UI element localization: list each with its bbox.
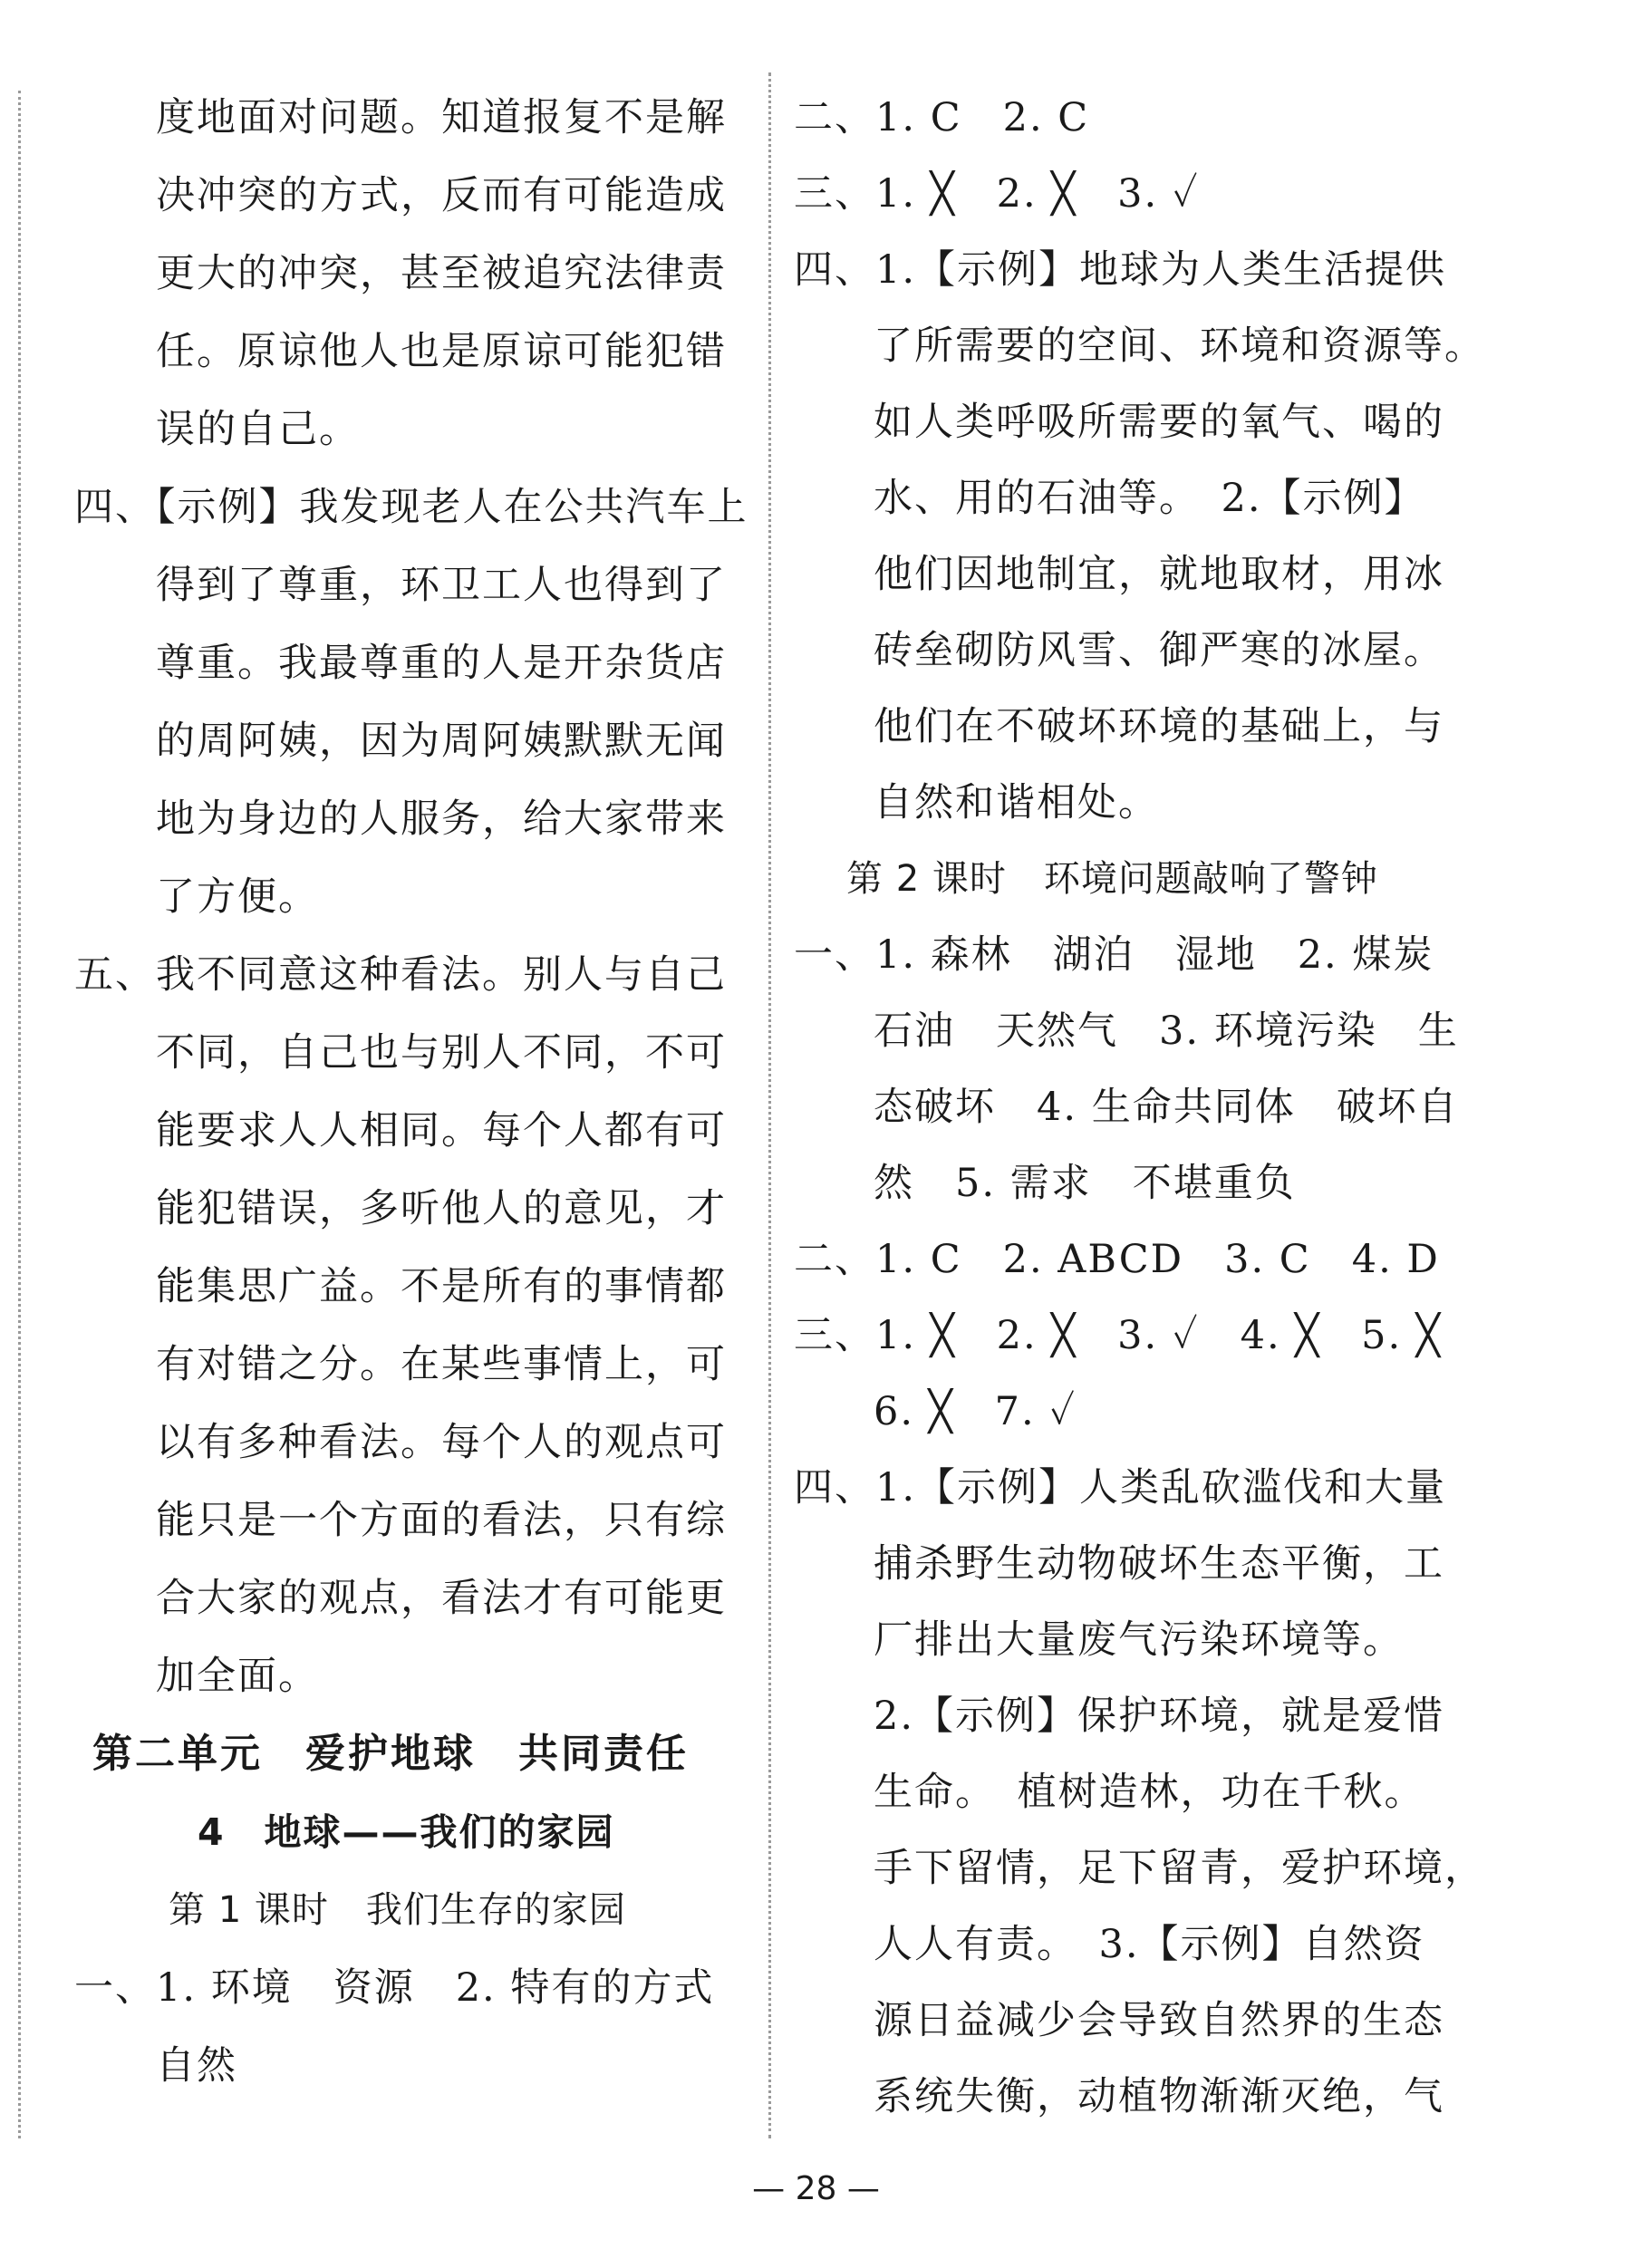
text-line: 以有多种看法。每个人的观点可 [156, 1420, 727, 1465]
text-line: 捕杀野生动物破坏生态平衡，工 [874, 1541, 1444, 1587]
text-line: 然 5. 需求 不堪重负 [874, 1161, 1296, 1206]
text-line: 加全面。 [156, 1654, 319, 1699]
answer-item-2: 二、1. C 2. ABCD 3. C 4. D [794, 1237, 1440, 1282]
text-line: 如人类呼吸所需要的氧气、喝的 [874, 400, 1444, 445]
text-line: 源日益减少会导致自然界的生态 [874, 1998, 1444, 2043]
text-line: 6. ╳ 7. ✓ [874, 1389, 1077, 1434]
text-line: 水、用的石油等。 2.【示例】 [874, 476, 1425, 521]
text-line: 能犯错误，多听他人的意见，才 [156, 1186, 727, 1231]
text-line: 自然 [156, 2043, 237, 2089]
text-line: 决冲突的方式，反而有可能造成 [156, 173, 727, 218]
text-line: 任。原谅他人也是原谅可能犯错 [156, 329, 727, 374]
text-line: 的周阿姨，因为周阿姨默默无闻 [156, 719, 727, 764]
text-line: 自然和谐相处。 [874, 780, 1159, 825]
left-dotted-border [18, 91, 21, 2138]
text-line: 度地面对问题。知道报复不是解 [156, 95, 727, 140]
answer-item-4: 四、1.【示例】地球为人类生活提供 [794, 247, 1447, 293]
text-line: 人人有责。 3.【示例】自然资 [874, 1922, 1425, 1967]
text-line: 他们因地制宜，就地取材，用冰 [874, 552, 1444, 597]
answer-item-4: 四、【示例】我发现老人在公共汽车上 [74, 485, 748, 530]
column-divider [768, 72, 771, 2138]
answer-item-1: 一、1. 森林 湖泊 湿地 2. 煤炭 [794, 932, 1434, 978]
text-line: 态破坏 4. 生命共同体 破坏自 [874, 1085, 1459, 1130]
text-line: 有对错之分。在某些事情上，可 [156, 1342, 727, 1387]
text-line: 合大家的观点，看法才有可能更 [156, 1576, 727, 1621]
text-line: 系统失衡，动植物渐渐灭绝，气 [874, 2074, 1444, 2119]
text-line: 尊重。我最尊重的人是开杂货店 [156, 641, 727, 686]
text-line: 地为身边的人服务，给大家带来 [156, 796, 727, 842]
text-line: 能只是一个方面的看法，只有综 [156, 1498, 727, 1543]
text-line: 能要求人人相同。每个人都有可 [156, 1108, 727, 1153]
text-line: 手下留情，足下留青，爱护环境， [874, 1846, 1485, 1891]
text-line: 更大的冲突，甚至被追究法律责 [156, 251, 727, 296]
lesson-heading: 4 地球——我们的家园 [198, 1810, 615, 1854]
text-line: 得到了尊重，环卫工人也得到了 [156, 563, 727, 608]
answer-item-3: 三、1. ╳ 2. ╳ 3. ✓ [794, 171, 1200, 217]
text-line: 2.【示例】保护环境，就是爱惜 [874, 1694, 1445, 1739]
text-line: 砖垒砌防风雪、御严寒的冰屋。 [874, 628, 1444, 673]
text-line: 他们在不破坏环境的基础上，与 [874, 704, 1444, 749]
answer-item-1: 一、1. 环境 资源 2. 特有的方式 [74, 1965, 715, 2011]
section-subheading: 第 2 课时 环境问题敲响了警钟 [846, 858, 1378, 900]
text-line: 了所需要的空间、环境和资源等。 [874, 323, 1485, 369]
answer-item-5: 五、我不同意这种看法。别人与自己 [74, 952, 727, 998]
unit-heading: 第二单元 爱护地球 共同责任 [92, 1731, 689, 1777]
text-line: 能集思广益。不是所有的事情都 [156, 1264, 727, 1309]
answer-item-2: 二、1. C 2. C [794, 95, 1090, 140]
text-line: 不同，自己也与别人不同，不可 [156, 1030, 727, 1076]
answer-item-4: 四、1.【示例】人类乱砍滥伐和大量 [794, 1465, 1447, 1510]
section-subheading: 第 1 课时 我们生存的家园 [169, 1889, 626, 1931]
page-number: — 28 — [752, 2170, 880, 2207]
text-line: 了方便。 [156, 874, 319, 920]
text-line: 生命。 植树造林，功在千秋。 [874, 1770, 1425, 1815]
text-line: 石油 天然气 3. 环境污染 生 [874, 1009, 1459, 1054]
answer-item-3: 三、1. ╳ 2. ╳ 3. ✓ 4. ╳ 5. ╳ [794, 1313, 1442, 1358]
text-line: 误的自己。 [156, 407, 360, 452]
text-line: 厂排出大量废气污染环境等。 [874, 1617, 1404, 1663]
